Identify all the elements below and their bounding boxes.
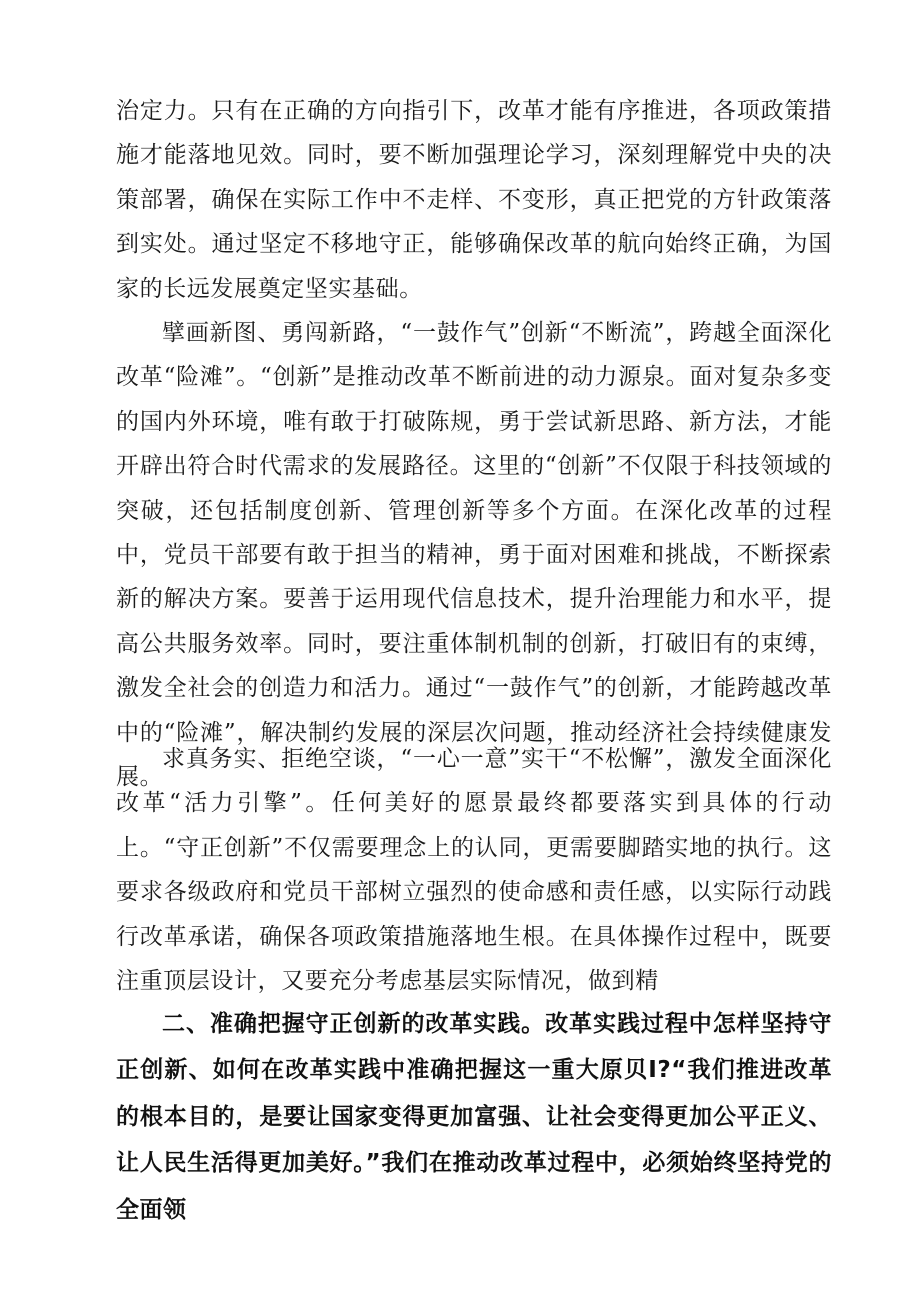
body-paragraph-3: 求真务实、拒绝空谈，“一心一意”实干“不松懈”，激发全面深化改革“活力引擎”。任何美好的愿景最终都要落实到具体的行动上。“守正创新”不仅需要理念上的认同，更需要脚踏实地的执行。这要求各级政府和党员干部树立强烈的使命感和责任感，以实际行动践行改革承诺，确保各项政策措施落地生根。在具体操作过程中，既要注重顶层设计，又要充分考虑基层实际情况，做到精 [116,746,832,995]
section-heading-paragraph: 二、准确把握守正创新的改革实践。改革实践过程中怎样坚持守正创新、如何在改革实践中准确把握这一重大原贝I?“我们推进改革的根本目的，是要让国家变得更加富强、让社会变得更加公平正义、让人民生活得更加美好。”我们在推动改革过程中，必须始终坚持党的全面领 [116,1011,832,1223]
body-paragraph-1: 治定力。只有在正确的方向指引下，改革才能有序推进，各项政策措施才能落地见效。同时，要不断加强理论学习，深刻理解党中央的决策部署，确保在实际工作中不走样、不变形，真正把党的方针政策落到实处。通过坚定不移地守正，能够确保改革的航向始终正确，为国家的长远发展奠定坚实基础。 [116,98,832,302]
body-paragraph-2: 擘画新图、勇闯新路，“一鼓作气”创新“不断流”，跨越全面深化改革“险滩”。“创新”是推动改革不断前进的动力源泉。面对复杂多变的国内外环境，唯有敢于打破陈规，勇于尝试新思路、新方法，才能开辟出符合时代需求的发展路径。这里的“创新”不仅限于科技领域的突破，还包括制度创新、管理创新等多个方面。在深化改革的过程中，党员干部要有敢于担当的精神，勇于面对困难和挑战，不断探索新的解决方案。要善于运用现代信息技术，提升治理能力和水平，提高公共服务效率。同时，要注重体制机制的创新，打破旧有的束缚，激发全社会的创造力和活力。通过“一鼓作气”的创新，才能跨越改革中的“险滩”，解决制约发展的深层次问题，推动经济社会持续健康发展。 [116,320,832,791]
